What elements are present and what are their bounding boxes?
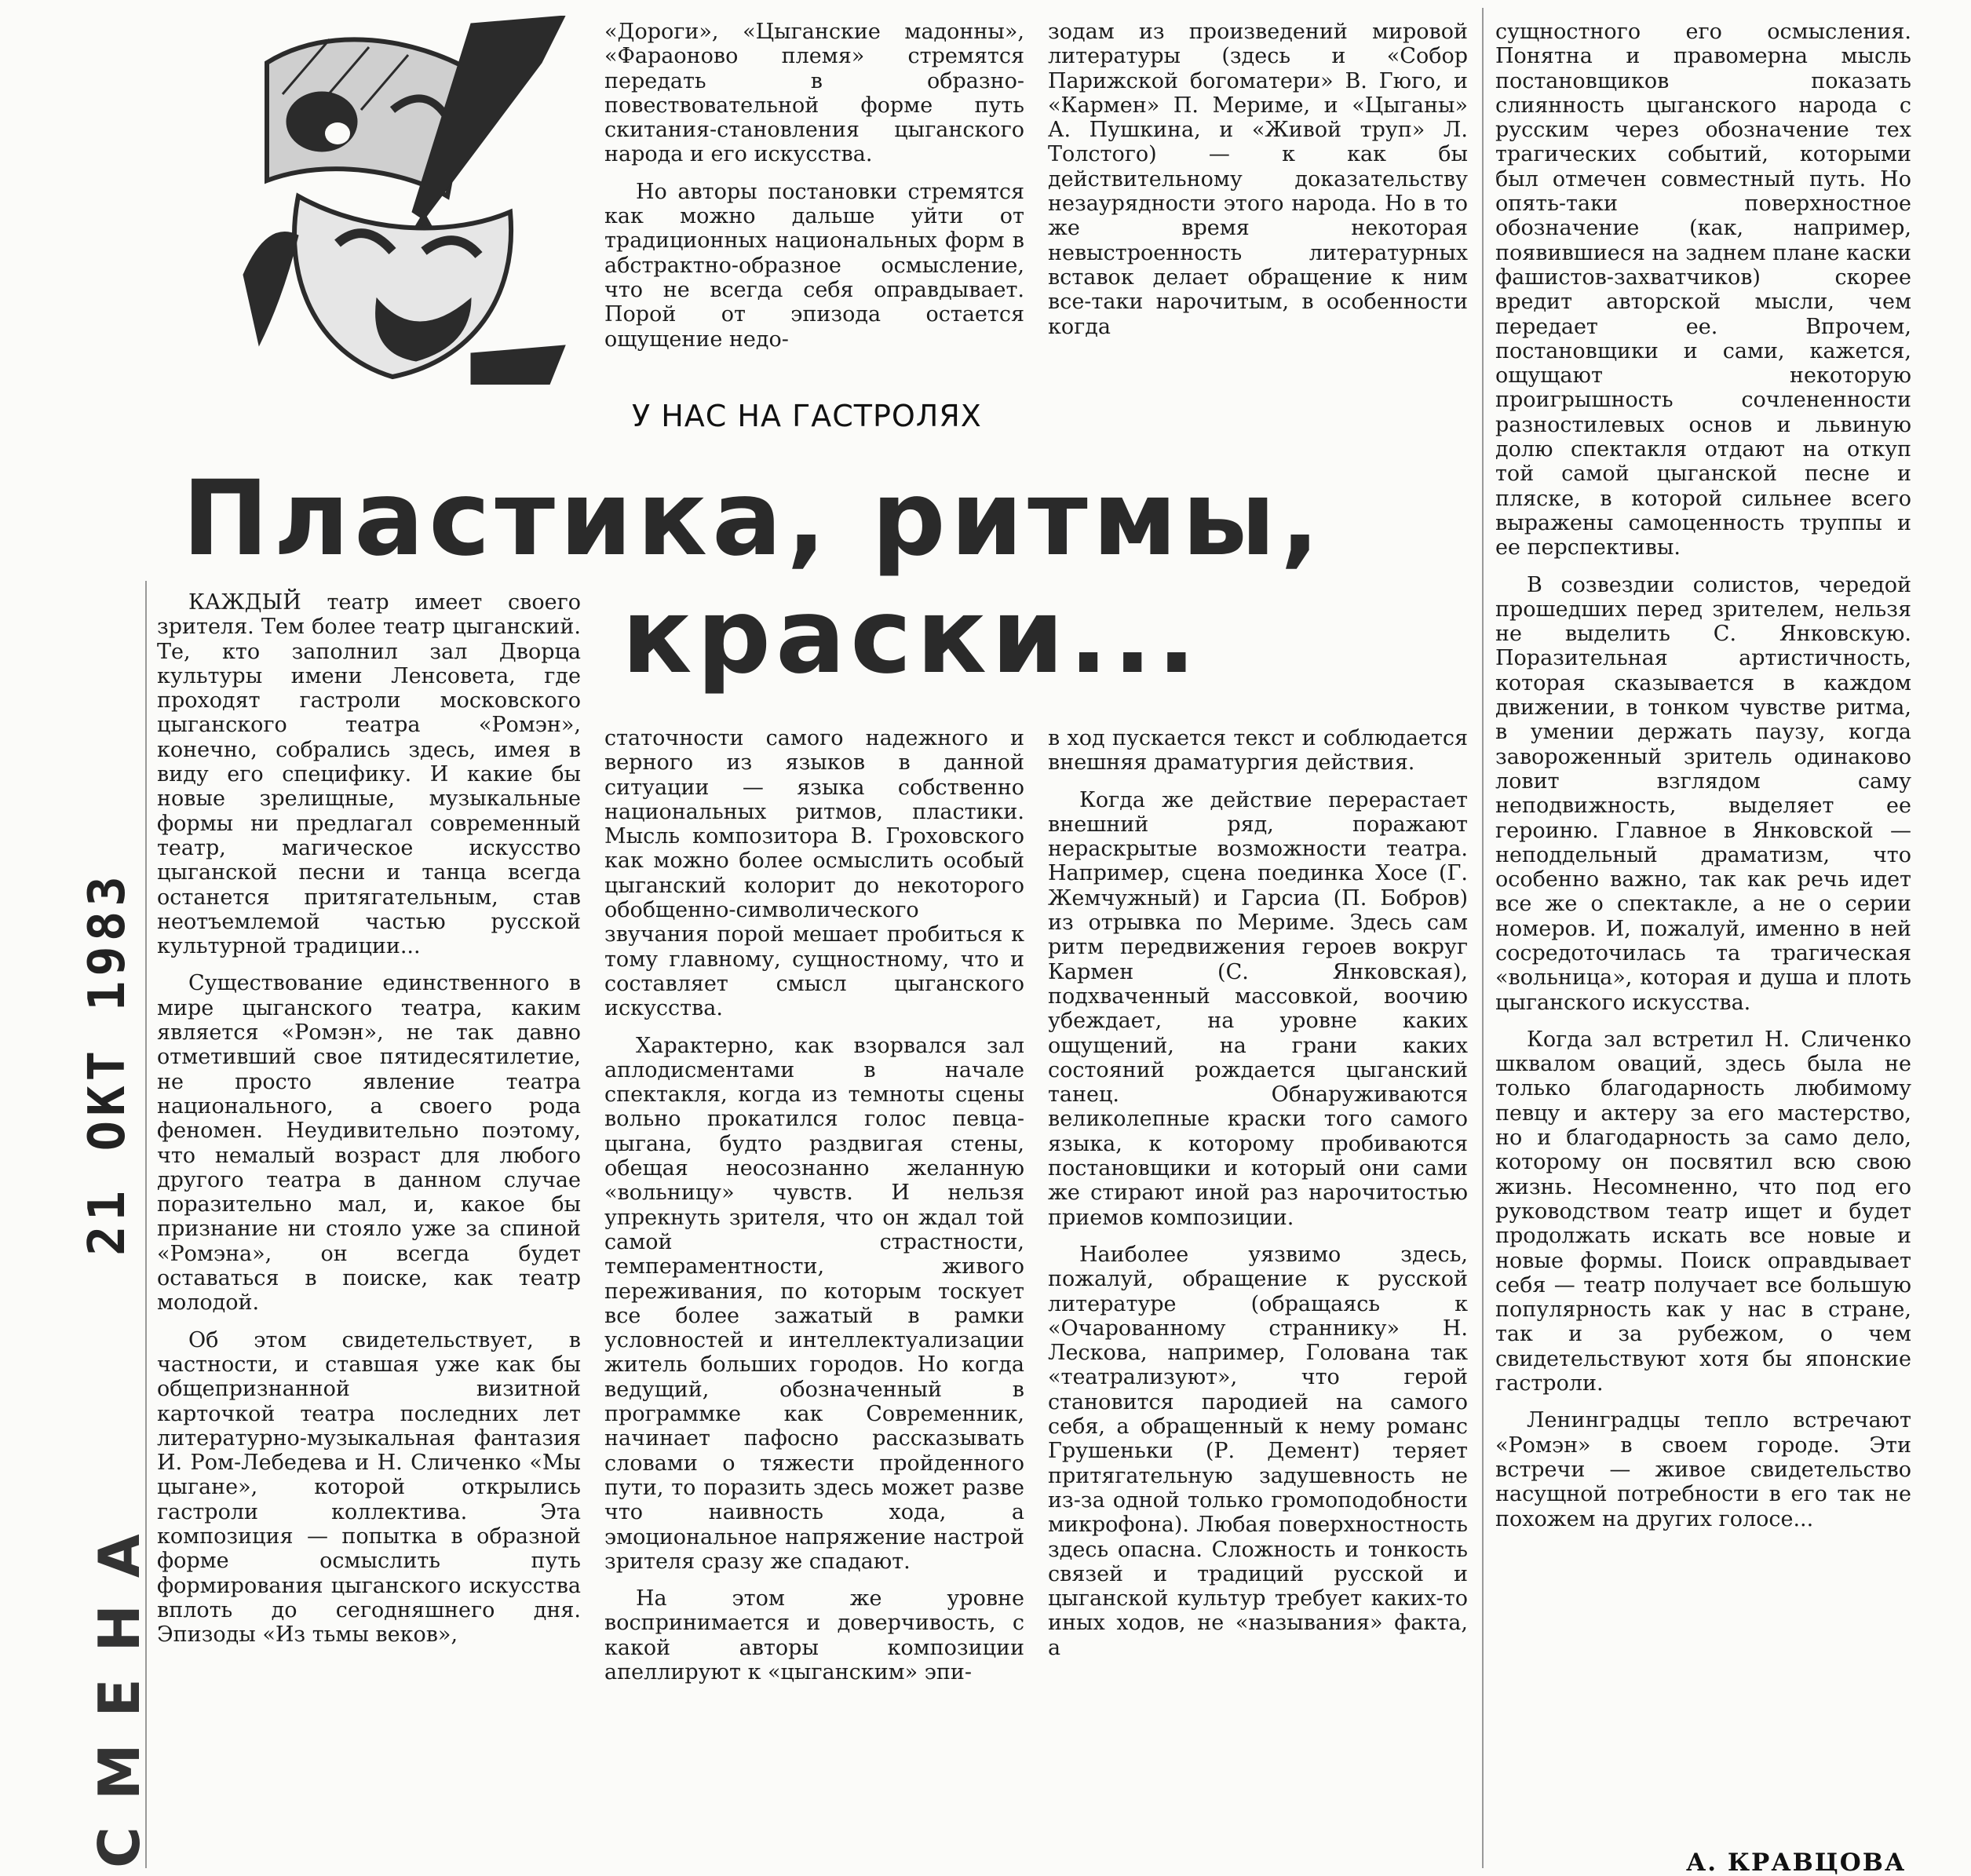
rubric-heading: У НАС НА ГАСТРОЛЯХ	[632, 399, 982, 433]
archive-stamp	[71, 871, 152, 1876]
column-3-bottom	[1048, 726, 1468, 1660]
paragraph: «Дороги», «Цыганские мадонны», «Фараоново племя» стремятся передать в образно-повествовательной форме путь скитания-становления цыганского народа и его искусства.	[604, 20, 1024, 167]
column-3-top	[1048, 20, 1468, 339]
column-2-bottom	[604, 726, 1024, 1684]
column-4	[1495, 20, 1911, 1531]
paragraph: Но авторы постановки стремятся как можно дальше уйти от традиционных национальных форм в абстрактно-образное осмысление, что не всегда себя оправдывает. Порой от эпизода остается ощущение недо-	[604, 179, 1024, 352]
paragraph: КАЖДЫЙ театр имеет своего зрителя. Тем более театр цыганский. Те, кто заполнил зал Дворца культуры имени Ленсовета, где проходят гастроли московского цыганского театра «Ромэн», конечно, собрались здесь, имея в виду его специфику. И какие бы новые зрелищные, музыкальные формы ни предлагал современный театр, магическое искусство цыганской песни и танца всегда останется притягательным, став неотъемлемой частью русской культурной традиции...	[157, 590, 581, 959]
paragraph: Наиболее уязвимо здесь, пожалуй, обращение к русской литературе (обращаясь к «Очарованному страннику» Н. Лескова, например, Голована так «театрализуют», что герой становится пародией на самого себя, а обращенный к нему романс Грушеньки (Р. Демент) теряет притягательную задушевность не из-за одной только громоподобности микрофона). Любая поверхностность здесь опасна. Сложность и тонкость связей и традиций русской и цыганской культур требует каких-то иных ходов, не «называния» факта, а	[1048, 1242, 1468, 1660]
stamp-date: 21 ОКТ 1983	[78, 871, 137, 1256]
paragraph: Когда же действие перерастает внешний ряд, поражают нераскрытые возможности театра. Например, сцена поединка Хосе (Г. Жемчужный) и Гарсиа (П. Бобров) из отрывка по Мериме. Здесь сам ритм передвижения героев вокруг Кармен (С. Янковская), подхваченный массовкой, воочию убеждает, на уровне каких ощущений, на грани каких состояний рождается цыганский танец. Обнаруживаются великолепные краски того самого языка, к которому пробиваются постановщики и который они сами же стирают иной раз нарочитостью приемов композиции.	[1048, 787, 1468, 1230]
paragraph: сущностного его осмысления. Понятна и правомерна мысль постановщиков показать слиянность цыганского народа с русским через обозначение тех трагических событий, которыми был отмечен совместный путь. Но опять-таки поверхностное обозначение (как, например, появившиеся на заднем плане каски фашистов-захватчиков) скорее вредит авторской мысли, чем передает ее. Впрочем, постановщики и сами, кажется, ощущают некоторую проигрышность сочлененности разностилевых основ и львиную долю спектакля отдают на откуп той самой цыганской песне и пляске, в которой сильнее всего выражены самоценность труппы и ее перспективы.	[1495, 20, 1911, 560]
paragraph: Ленинградцы тепло встречают «Ромэн» в своем городе. Эти встречи — живое свидетельство насущной потребности в его так не похожем на других голосе...	[1495, 1408, 1911, 1531]
column-rule	[1482, 8, 1484, 1868]
paragraph: Характерно, как взорвался зал аплодисментами в начале спектакля, когда из темноты сцены вольно прокатился голос певца-цыгана, будто раздвигая стены, обещая неосознанно желанную «вольницу» чувств. И нельзя упрекнуть зрителя, что он ждал той самой страстности, темпераментности, живого переживания, по которым тоскует все более зажатый в рамки условностей и интеллектуализации житель больших городов. Но когда ведущий, обозначенный в программке как Современник, начинает пафосно рассказывать словами о тяжести пройденного пути, то поразить здесь может разве что наивность хода, а эмоциональное напряжение настрой зрителя сразу же спадают.	[604, 1033, 1024, 1574]
paragraph: статочности самого надежного и верного из языков в данной ситуации — языка собственно национальных ритмов, пластики. Мысль композитора В. Гроховского как можно более осмыслить особый цыганский колорит до некоторого обобщенно-символического звучания порой мешает пробиться к тому главному, сущностному, что и составляет смысл цыганского искусства.	[604, 726, 1024, 1021]
headline-line-2: краски...	[622, 576, 1201, 697]
paragraph: В созвездии солистов, чередой прошедших перед зрителем, нельзя не выделить С. Янковскую. Поразительная артистичность, которая сказывается в каждом движении, в тонком чувстве ритма, в умении держать паузу, когда завороженный зритель одинаково ловит взглядом саму неподвижность, выделяет ее героиню. Главное в Янковской — неподдельный драматизм, что особенно важно, так как речь идет все же о спектакле, а не о серии номеров. И, пожалуй, именно в ней сосредоточилась та трагическая «вольница», которая и душа и плоть цыганского искусства.	[1495, 572, 1911, 1015]
column-1	[157, 590, 581, 1647]
author-signature: А. КРАВЦОВА	[1686, 1849, 1907, 1876]
column-2-top	[604, 20, 1024, 352]
headline-line-1: Пластика, ритмы,	[182, 458, 1325, 579]
paragraph: На этом же уровне воспринимается и доверчивость, с какой авторы композиции апеллируют к «цыганским» эпи-	[604, 1586, 1024, 1684]
paragraph: зодам из произведений мировой литературы (здесь и «Собор Парижской богоматери» В. Гюго, и «Кармен» П. Мериме, и «Цыганы» А. Пушкина, и «Живой труп» Л. Толстого) — к как бы действительному доказательству незаурядности этого народа. Но в то же время некоторая невыстроенность литературных вставок делает обращение к ним все-таки нарочитым, в особенности когда	[1048, 20, 1468, 339]
theatre-masks-quill-illustration	[235, 16, 573, 385]
paragraph: Об этом свидетельствует, в частности, и ставшая уже как бы общепризнанной визитной карточкой театра последних лет литературно-музыкальная фантазия И. Ром-Лебедева и Н. Сличенко «Мы цыгане», которой открылись гастроли коллектива. Эта композиция — попытка в образной форме осмыслить путь формирования цыганского искусства вплоть до сегодняшнего дня. Эпизоды «Из тьмы веков»,	[157, 1327, 581, 1648]
stamp-newspaper-name: СМЕНА	[86, 1507, 152, 1868]
paragraph: в ход пускается текст и соблюдается внешняя драматургия действия.	[1048, 726, 1468, 776]
paragraph: Существование единственного в мире цыганского театра, каким является «Ромэн», не так давно отметивший свое пятидесятилетие, не просто явление театра национального, а своего рода феномен. Неудивительно поэтому, что немалый возраст для любого другого театра в данном случае поразительно мал, и, какое бы признание ни стояло уже за спиной «Ромэна», он всегда будет оставаться в поиске, как театр молодой.	[157, 971, 581, 1316]
paragraph: Когда зал встретил Н. Сличенко шквалом оваций, здесь была не только благодарность любимому певцу и актеру за его мастерство, но и благодарность за само дело, которому он посвятил всю свою жизнь. Несомненно, что под его руководством театр ищет и будет продолжать искать все новые и новые формы. Поиск оправдывает себя — театр получает все большую популярность как у нас в стране, так и за рубежом, о чем свидетельствуют хотя бы японские гастроли.	[1495, 1027, 1911, 1396]
